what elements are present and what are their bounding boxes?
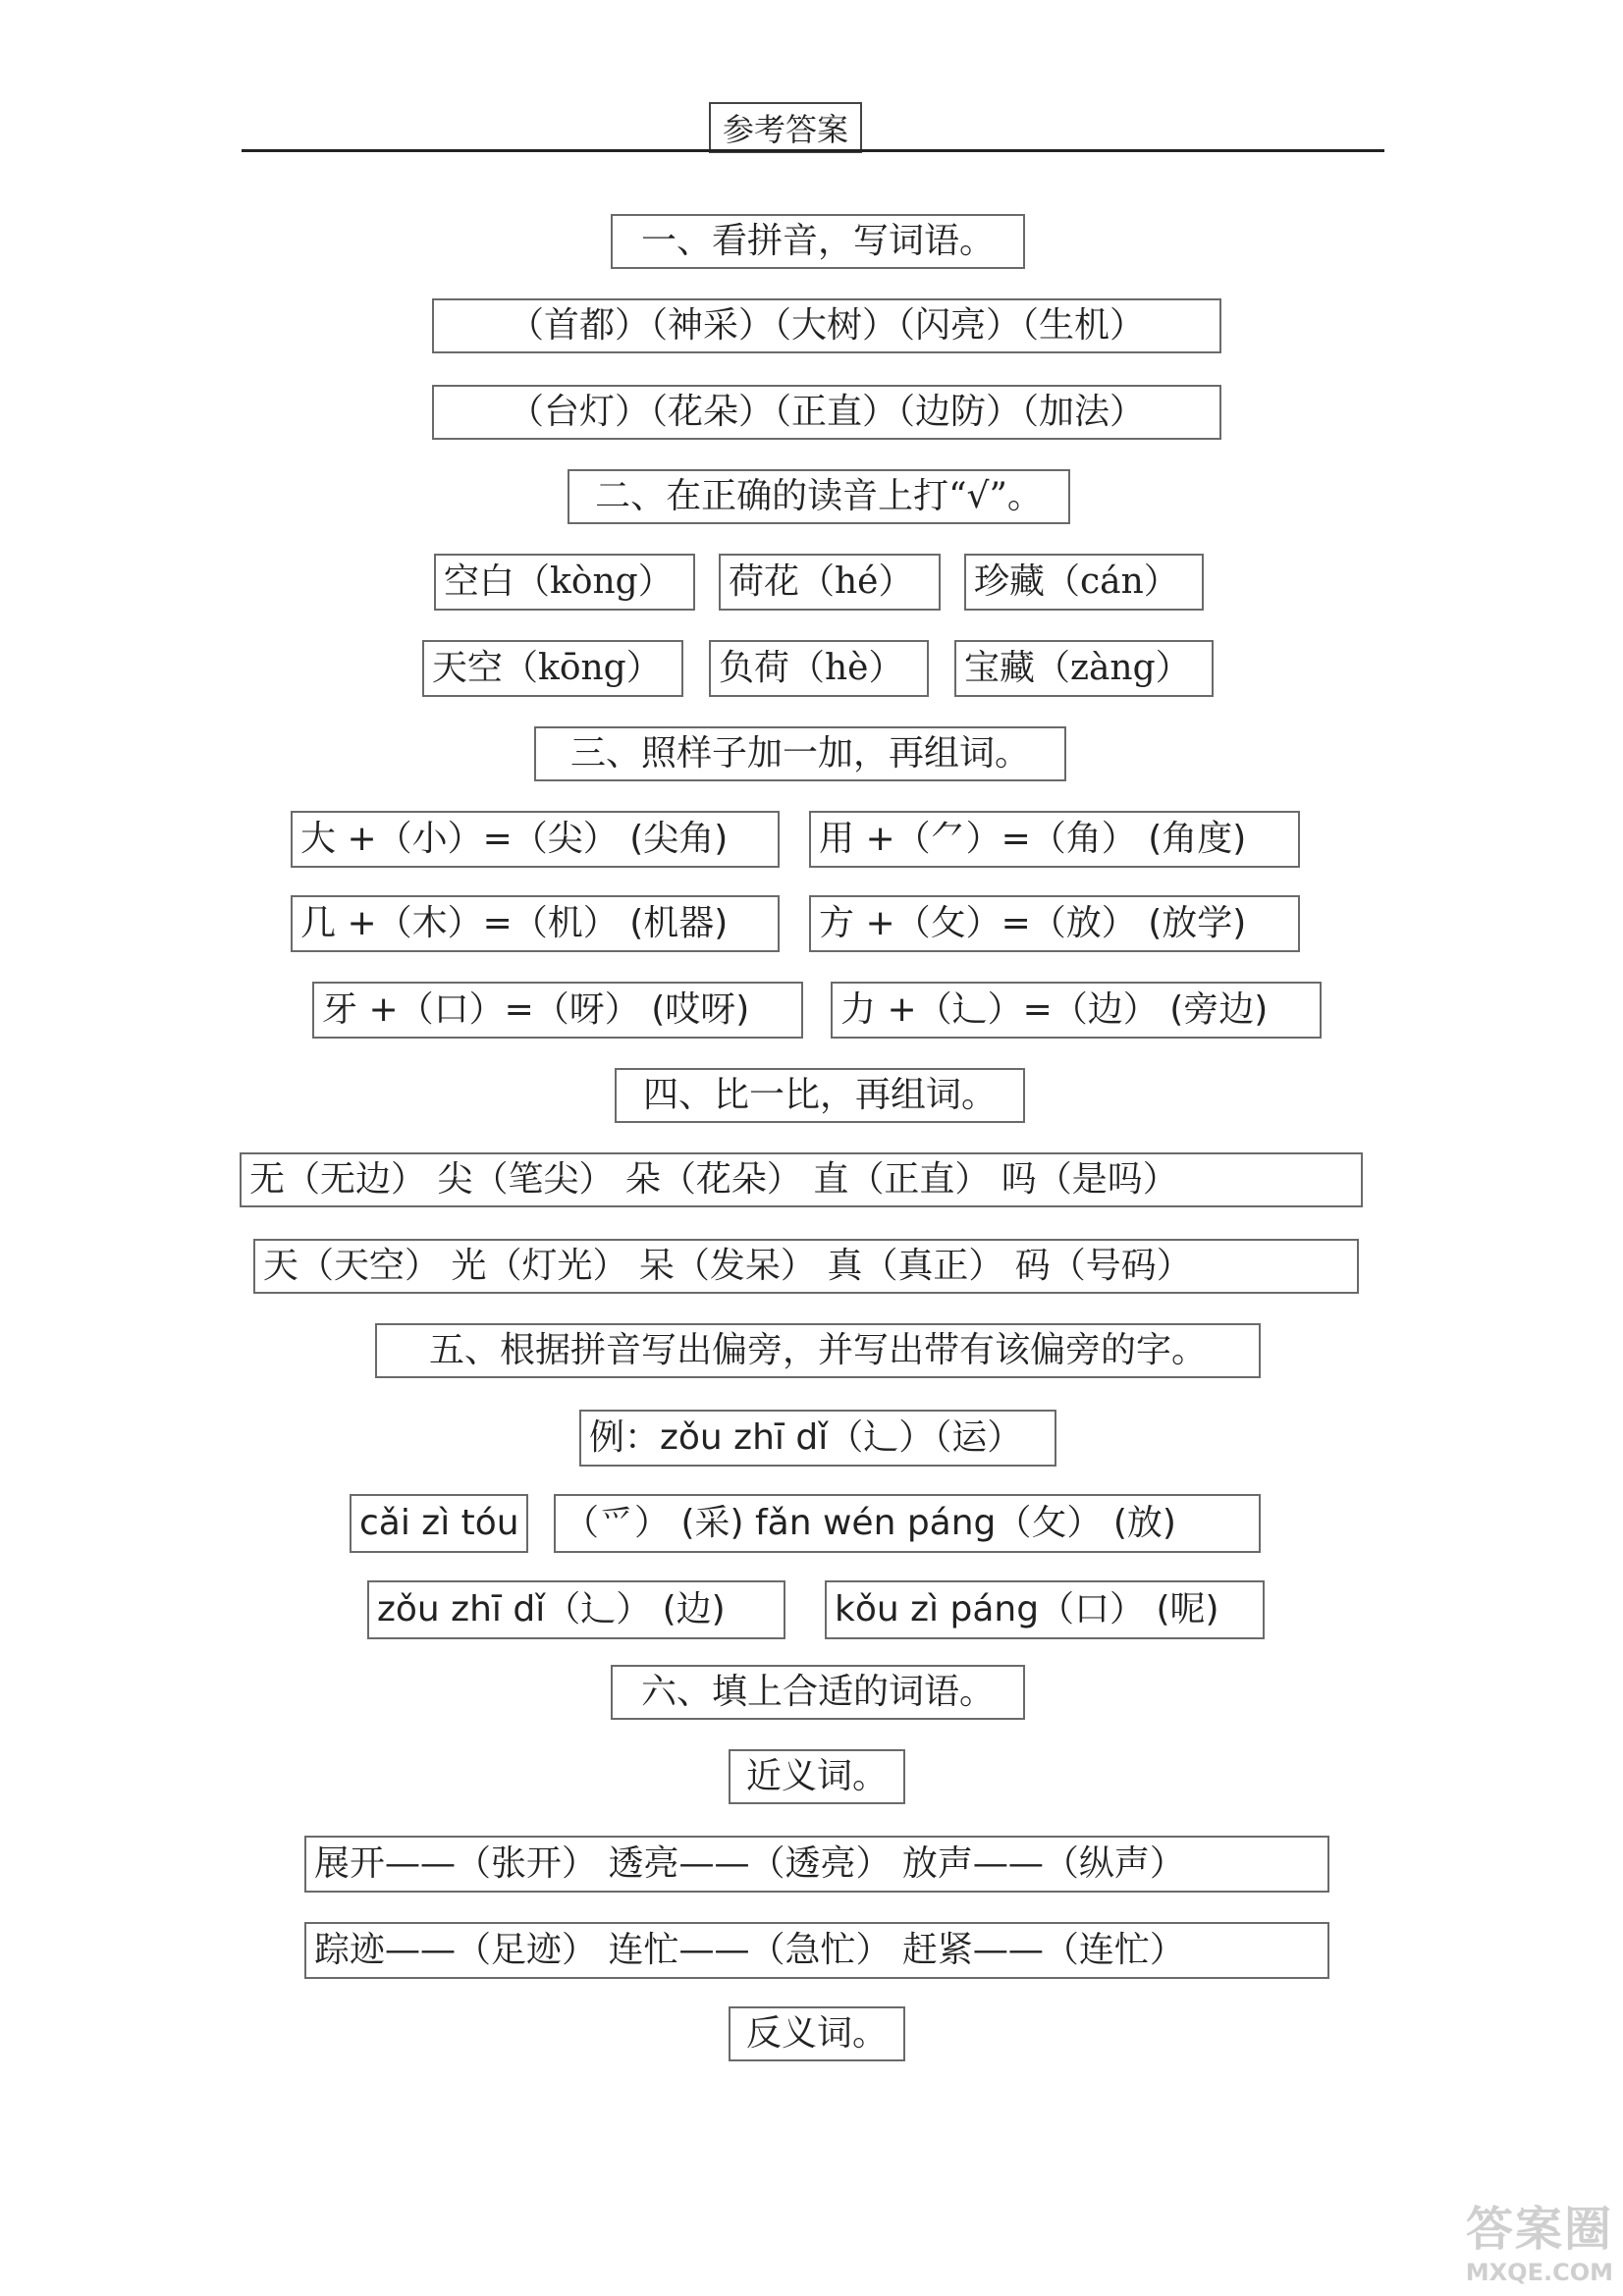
section-3-heading: 三、照样子加一加，再组词。 — [534, 726, 1066, 781]
page-header-title: 参考答案 — [709, 102, 862, 153]
radical-item-cai-fanwenpang: （爫） (采) fǎn wén páng（攵） (放) — [554, 1494, 1261, 1553]
watermark-logo — [1466, 2191, 1613, 2286]
radical-example: 例：zǒu zhī dǐ（辶）（运） — [579, 1410, 1056, 1467]
reading-item-kongbai: 空白（kòng） — [434, 554, 695, 611]
section-1-row-1: （首都）（神采）（大树）（闪亮）（生机） — [432, 298, 1221, 353]
compose-item-ya: 牙 +（口）=（呀） (哎呀) — [312, 982, 803, 1039]
compose-item-li: 力 +（辶）=（边） (旁边) — [831, 982, 1322, 1039]
compose-item-fang: 方 +（攵）=（放） (放学) — [809, 895, 1300, 952]
reading-item-fuhe: 负荷（hè） — [709, 640, 929, 697]
reading-item-tiankong: 天空（kōng） — [422, 640, 683, 697]
compose-item-yong: 用 +（⺈）=（角） (角度) — [809, 811, 1300, 868]
synonyms-row-2: 踪迹——（足迹） 连忙——（急忙） 赶紧——（连忙） — [304, 1922, 1329, 1979]
compare-row-2: 天（天空） 光（灯光） 呆（发呆） 真（真正） 码（号码） — [253, 1239, 1359, 1294]
reading-item-baozang: 宝藏（zàng） — [954, 640, 1214, 697]
synonyms-row-1: 展开——（张开） 透亮——（透亮） 放声——（纵声） — [304, 1836, 1329, 1893]
section-1-row-2: （台灯）（花朵）（正直）（边防）（加法） — [432, 385, 1221, 440]
antonyms-heading: 反义词。 — [729, 2006, 905, 2061]
radical-item-caizitou: cǎi zì tóu — [350, 1494, 528, 1553]
compose-item-da: 大 +（小）=（尖） (尖角) — [291, 811, 780, 868]
watermark-text: 答案圈 — [1465, 2202, 1613, 2257]
radical-item-zouzhidi: zǒu zhī dǐ（辶） (边) — [367, 1580, 785, 1639]
reading-item-hehua: 荷花（hé） — [719, 554, 941, 611]
section-4-heading: 四、比一比，再组词。 — [615, 1068, 1025, 1123]
synonyms-heading: 近义词。 — [729, 1749, 905, 1804]
section-1-heading: 一、看拼音，写词语。 — [611, 214, 1025, 269]
compose-item-ji: 几 +（木）=（机） (机器) — [291, 895, 780, 952]
compare-row-1: 无（无边） 尖（笔尖） 朵（花朵） 直（正直） 吗（是吗） — [240, 1152, 1363, 1207]
section-5-heading: 五、根据拼音写出偏旁，并写出带有该偏旁的字。 — [375, 1323, 1261, 1378]
reading-item-zhencang: 珍藏（cán） — [964, 554, 1204, 611]
header-rule — [242, 149, 1384, 152]
watermark-url: MXQE.COM — [1465, 2259, 1613, 2286]
section-6-heading: 六、填上合适的词语。 — [611, 1665, 1025, 1720]
section-2-heading: 二、在正确的读音上打“√”。 — [568, 469, 1070, 524]
radical-item-kouzipang: kǒu zì páng（口） (呢) — [825, 1580, 1265, 1639]
